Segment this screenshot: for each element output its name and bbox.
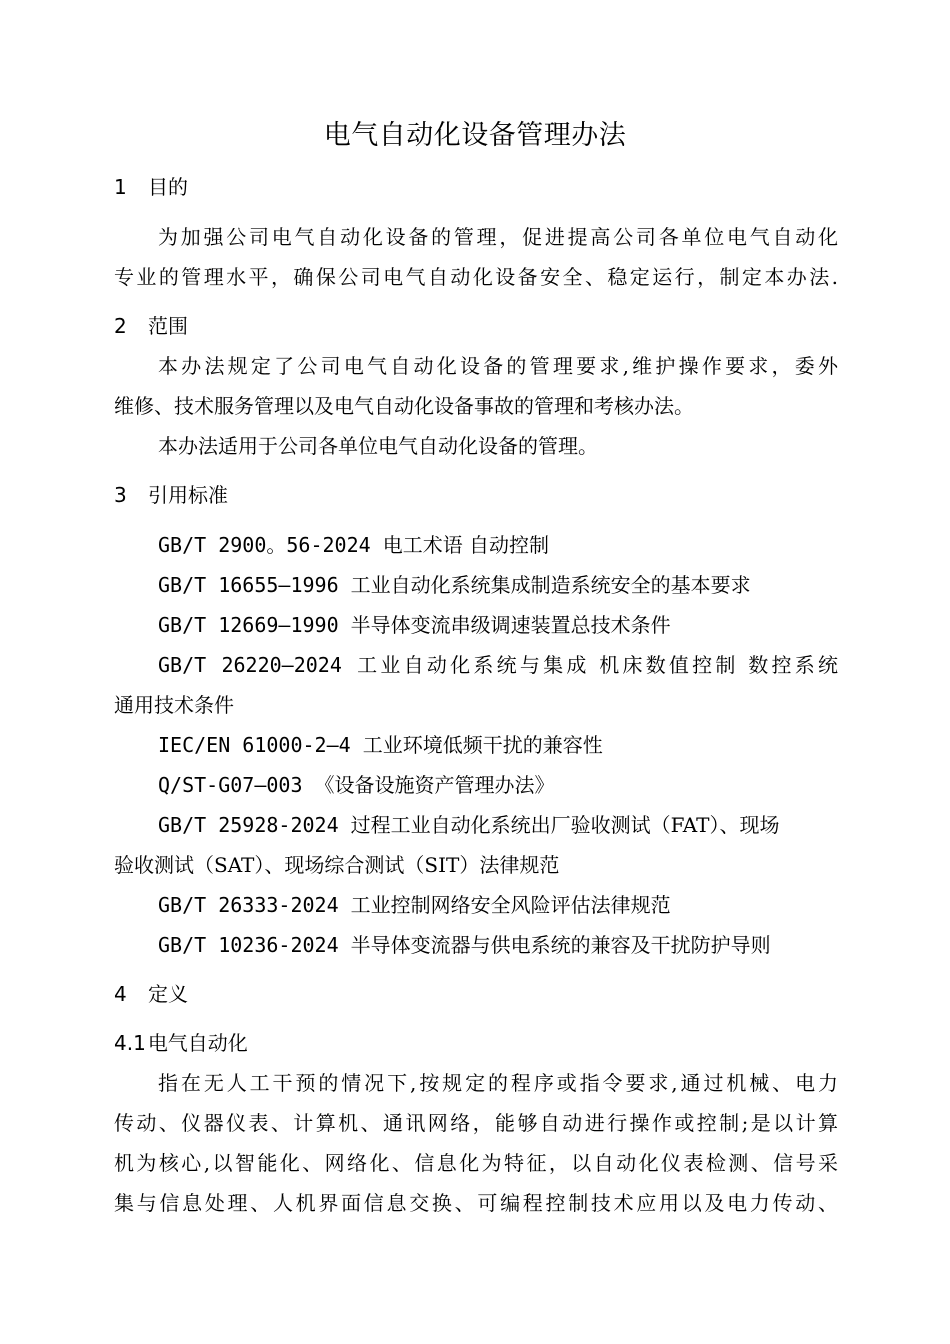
standard-entry bbox=[158, 730, 838, 760]
standard-name: 工业自动化系统集成制造系统安全的基本要求 bbox=[350, 573, 751, 597]
paragraph-line: 专业的管理水平，确保公司电气自动化设备安全、稳定运行，制定本办法. bbox=[114, 265, 838, 289]
standard-entry bbox=[158, 890, 838, 920]
standard-entry bbox=[158, 610, 838, 640]
standard-entry-continuation bbox=[114, 850, 838, 880]
standard-name: 工业控制网络安全风险评估法律规范 bbox=[350, 893, 671, 917]
standard-code: GB/T 12669—1990 bbox=[158, 613, 351, 637]
section-4-heading bbox=[114, 979, 188, 1009]
standard-code: GB/T 2900。56-2024 bbox=[158, 533, 383, 557]
section-3-heading bbox=[114, 480, 228, 510]
paragraph-line: 本办法适用于公司各单位电气自动化设备的管理。 bbox=[158, 434, 598, 458]
standard-code: GB/T 25928-2024 bbox=[158, 813, 351, 837]
section-2-heading bbox=[114, 311, 188, 341]
section-number: 1 bbox=[114, 175, 127, 199]
paragraph-line: 维修、技术服务管理以及电气自动化设备事故的管理和考核办法。 bbox=[114, 394, 694, 418]
standard-name: 《设备设施资产管理办法》 bbox=[314, 773, 555, 797]
standard-entry bbox=[158, 930, 838, 960]
section-number: 4.1 bbox=[114, 1031, 146, 1055]
paragraph-line: 传动、仪器仪表、计算机、通讯网络，能够自动进行操作或控制;是以计算 bbox=[114, 1111, 838, 1135]
paragraph-line: 集与信息处理、人机界面信息交换、可编程控制技术应用以及电力传动、 bbox=[114, 1191, 838, 1215]
standard-entry-continuation bbox=[114, 690, 838, 720]
section-1-heading bbox=[114, 172, 188, 202]
standard-code: GB/T 26220—2024 bbox=[158, 653, 358, 677]
standard-name: 工业自动化系统与集成 机床数值控制 数控系统 bbox=[357, 653, 838, 677]
section-heading-text: 范围 bbox=[148, 314, 188, 338]
standard-entry bbox=[158, 650, 838, 680]
paragraph-line: 指在无人工干预的情况下,按规定的程序或指令要求,通过机械、电力 bbox=[158, 1071, 838, 1095]
standard-name: 工业环境低频干扰的兼容性 bbox=[362, 733, 603, 757]
standard-entry bbox=[158, 810, 838, 840]
section-heading-text: 引用标准 bbox=[148, 483, 228, 507]
standard-name: 通用技术条件 bbox=[114, 693, 234, 717]
section-number: 4 bbox=[114, 982, 127, 1006]
paragraph-line: 本办法规定了公司电气自动化设备的管理要求,维护操作要求，委外 bbox=[158, 354, 838, 378]
section-4-1-heading bbox=[114, 1028, 248, 1058]
section-heading-text: 电气自动化 bbox=[147, 1031, 248, 1055]
section-number: 2 bbox=[114, 314, 127, 338]
standard-code: GB/T 10236-2024 bbox=[158, 933, 351, 957]
standard-name: 电工术语 自动控制 bbox=[382, 533, 550, 557]
standard-name: 半导体变流器与供电系统的兼容及干扰防护导则 bbox=[350, 933, 771, 957]
paragraph-line: 机为核心,以智能化、网络化、信息化为特征，以自动化仪表检测、信号采 bbox=[114, 1151, 838, 1175]
standard-code: Q/ST-G07—003 bbox=[158, 773, 315, 797]
standard-entry bbox=[158, 530, 838, 560]
standard-entry bbox=[158, 770, 838, 800]
standard-name: 验收测试（SAT）、现场综合测试（SIT）法律规范 bbox=[114, 853, 560, 877]
standard-code: IEC/EN 61000-2—4 bbox=[158, 733, 363, 757]
standard-entry bbox=[158, 570, 838, 600]
standard-name: 过程工业自动化系统出厂验收测试（FAT）、现场 bbox=[350, 813, 780, 837]
section-heading-text: 目的 bbox=[148, 175, 188, 199]
section-heading-text: 定义 bbox=[148, 982, 188, 1006]
document-title: 电气自动化设备管理办法 bbox=[323, 120, 627, 151]
standard-name: 半导体变流串级调速装置总技术条件 bbox=[350, 613, 671, 637]
section-number: 3 bbox=[114, 483, 127, 507]
standard-code: GB/T 16655—1996 bbox=[158, 573, 351, 597]
paragraph-line: 为加强公司电气自动化设备的管理，促进提高公司各单位电气自动化 bbox=[158, 225, 838, 249]
standard-code: GB/T 26333-2024 bbox=[158, 893, 351, 917]
